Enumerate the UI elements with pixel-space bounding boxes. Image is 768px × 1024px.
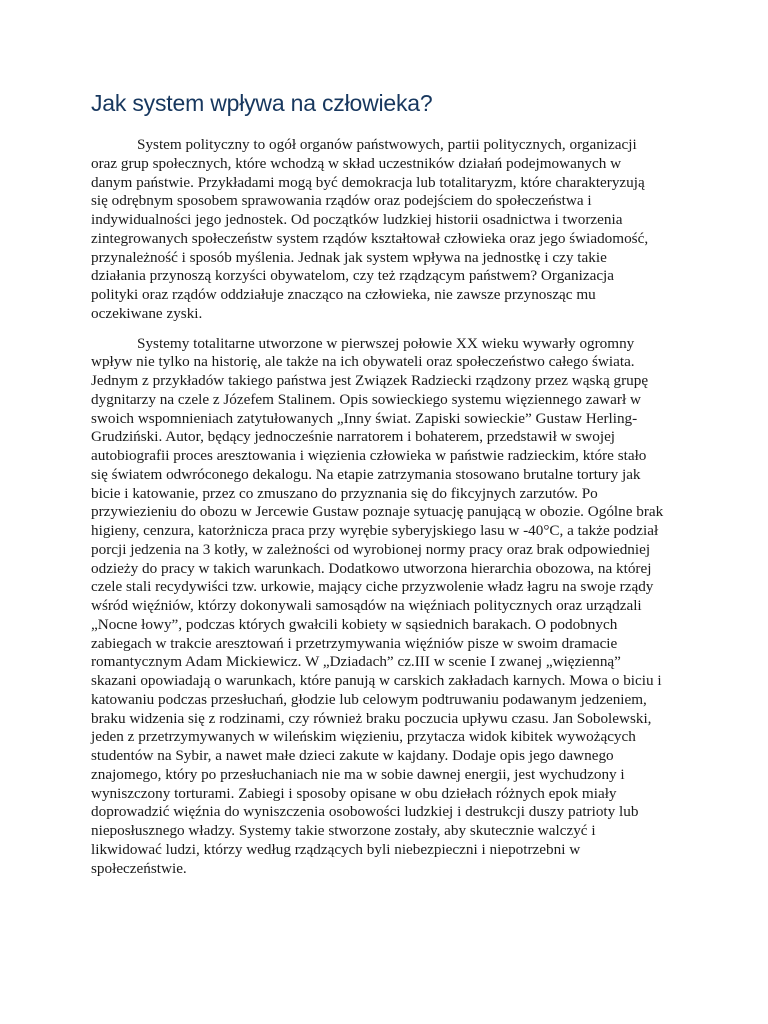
paragraph-line: studentów na Sybir, a nawet małe dzieci zakute w kajdany. Dodaje opis jego dawnego (91, 747, 614, 764)
paragraph-line: „Nocne łowy”, podczas których gwałcili kobiety w sąsiednich barakach. O podobnych (91, 615, 618, 633)
paragraph-line: się odrębnym sposobem sprawowania rządów oraz podejściem do społeczeństwa i (91, 192, 592, 210)
paragraph-line: zabiegach w trakcie aresztowań i przetrzymywania więźniów pisze w swoim dramacie (91, 634, 618, 652)
paragraph-line: indywidualności jego jednostek. Od początków ludzkiej historii osadnictwa i tworzenia (91, 211, 623, 228)
paragraph-line: wpływ nie tylko na historię, ale także na ich obywateli oraz społeczeństwo całego świata. (91, 353, 635, 371)
paragraph-line: czele stali recydywiści tzw. urkowie, mający ciche przyzwolenie władz łagru na swoje rządy (91, 578, 654, 596)
paragraph-line: doprowadzić więźnia do wyniszczenia osobowości ludzkiej i destrukcji duszy patrioty lub (91, 803, 639, 821)
paragraph-line: oraz grup społecznych, które wchodzą w skład uczestników działań podejmowanych w (91, 154, 622, 172)
paragraph-line: autobiografii proces aresztowania i więzienia człowieka w państwie radzieckim, które stało (91, 447, 647, 464)
paragraph-line: działania przynoszą korzyści obywatelom, czy też rządzącym państwem? Organizacja (91, 267, 615, 285)
paragraph-line: romantycznym Adam Mickiewicz. W „Dziadach” cz.III w scenie I zwanej „więzienną” (91, 653, 621, 671)
paragraph-line: społeczeństwie. (91, 859, 187, 877)
paragraph-line: Systemy totalitarne utworzone w pierwszej połowie XX wieku wywarły ogromny (137, 334, 635, 352)
paragraph-line: wyniszczony torturami. Zabiegi i sposoby opisane w obu dziełach różnych epok miały (91, 784, 617, 802)
paragraph-line: Jednym z przykładów takiego państwa jest Związek Radziecki rządzony przez wąską grupę (91, 372, 649, 389)
document-page (91, 88, 675, 889)
paragraph-line: polityki oraz rządów oddziałuje znacząco na człowieka, nie zawsze przynosząc mu (91, 286, 596, 303)
paragraph-line: System polityczny to ogół organów państwowych, partii politycznych, organizacji (137, 136, 637, 153)
paragraph-line: odzieży do pracy w takich warunkach. Dodatkowo utworzona hierarchia obozowa, na której (91, 559, 652, 577)
document-title: Jak system wpływa na człowieka? (91, 90, 433, 116)
paragraph-line: bicie i katowanie, przez co zmuszano do przyznania się do fikcyjnych zarzutów. Po (91, 484, 598, 502)
paragraph-line: porcji jedzenia na 3 kotły, w zależności od wyrobionej normy pracy oraz brak odpowiedniej (91, 540, 651, 558)
paragraph-2 (91, 335, 675, 879)
paragraph-line: wśród więźniów, którzy dokonywali samosądów na więźniach politycznych oraz urządzali (91, 597, 642, 614)
paragraph-line: przywiezieniu do obozu w Jercewie Gustaw poznaje sytuację panującą w obozie. Ogólne brak (91, 503, 664, 521)
paragraph-line: katowaniu podczas przesłuchań, głodzie lub celowym podtruwaniu podawanym jedzeniem, (91, 690, 647, 708)
paragraph-line: zintegrowanych społeczeństw system rządów kształtował człowieka oraz jego świadomość, (91, 229, 649, 247)
paragraph-line: danym państwie. Przykładami mogą być demokracja lub totalitaryzm, które charakteryzują (91, 173, 645, 191)
paragraph-line: braku widzenia się z rodzinami, czy również braku poczucia upływu czasu. Jan Sobolewski, (91, 709, 652, 727)
paragraph-line: skazani opowiadają o warunkach, które panują w carskich zakładach karnych. Mowa o biciu i (91, 672, 662, 689)
paragraph-line: nieposłusznego władzy. Systemy takie stworzone zostały, aby skutecznie walczyć i (91, 822, 596, 839)
paragraph-line: oczekiwane zyski. (91, 304, 203, 322)
paragraph-line: się światem odwróconego dekalogu. Na etapie zatrzymania stosowano brutalne tortury jak (91, 465, 641, 483)
paragraph-line: dygnitarzy na czele z Józefem Stalinem. Opis sowieckiego systemu więziennego zawarł w (91, 390, 641, 408)
paragraph-line: likwidować ludzi, którzy według rządzących byli niebezpieczni i niepotrzebni w (91, 840, 581, 858)
paragraph-line: znajomego, który po przesłuchaniach nie ma w sobie dawnej energii, jest wychudzony i (91, 765, 625, 783)
paragraph-line: jeden z przetrzymywanych w wileńskim więzieniu, przytacza widok kibitek wywożących (91, 728, 636, 746)
paragraph-1 (91, 136, 675, 324)
paragraph-line: higieny, cenzura, katorżnicza praca przy wyrębie syberyjskiego lasu w -40°C, a także podział (91, 522, 659, 539)
paragraph-line: Grudziński. Autor, będący jednocześnie narratorem i bohaterem, przedstawił w swojej (91, 428, 616, 446)
paragraph-line: swoich wspomnieniach zatytułowanych „Inny świat. Zapiski sowieckie” Gustaw Herling- (91, 409, 638, 427)
paragraph-line: przynależność i sposób myślenia. Jednak jak system wpływa na jednostkę i czy takie (91, 248, 607, 266)
